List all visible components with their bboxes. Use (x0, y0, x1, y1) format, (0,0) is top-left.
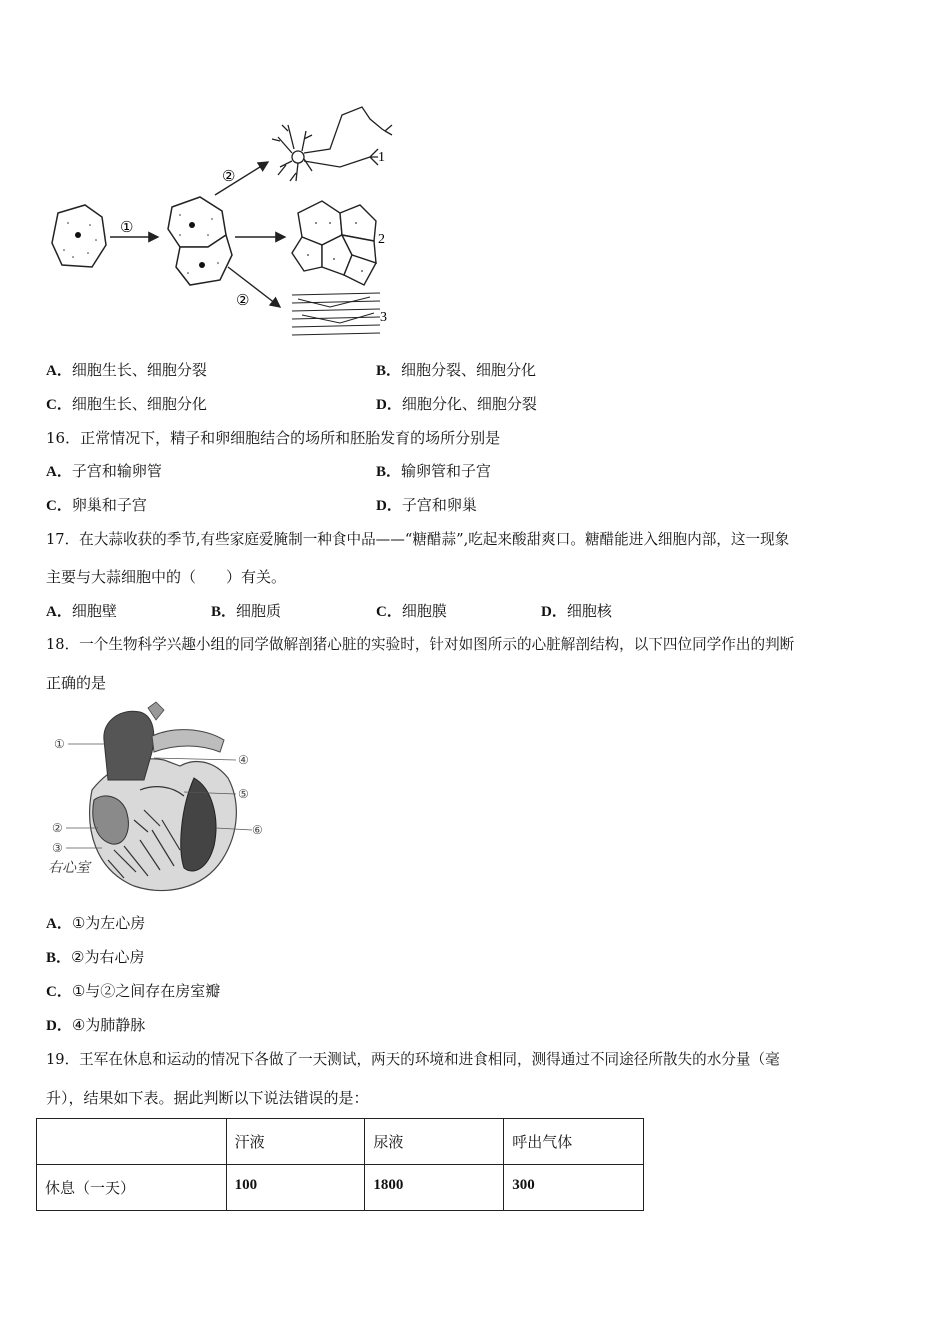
table-header-cell (37, 1119, 227, 1165)
table-cell: 1800 (365, 1165, 504, 1211)
divided-cell-top (168, 197, 226, 247)
table-header-row (37, 1119, 644, 1165)
q16-option-b: B．输卵管和子宫 (376, 462, 492, 480)
q17-option-a: A．细胞壁 (46, 602, 117, 620)
heart-label-4: ④ (238, 753, 249, 767)
step-label-2b: ② (236, 291, 250, 309)
q16-option-c: C．卵巢和子宫 (46, 496, 147, 514)
result-label-2: 2 (378, 232, 385, 247)
q17-stem-line2: 主要与大蒜细胞中的（ ）有关。 (46, 568, 287, 586)
heart-label-5: ⑤ (238, 787, 249, 801)
q19-stem-line2: 升），结果如下表。据此判断以下说法错误的是： (46, 1089, 369, 1107)
q19-stem-line1: 19．王军在休息和运动的情况下各做了一天测试，两天的环境和进食相同，测得通过不同途径所散失的水分量（毫 (46, 1051, 780, 1068)
q16-option-d: D．子宫和卵巢 (376, 496, 477, 514)
table-row (37, 1165, 644, 1211)
q15-option-a: A．细胞生长、细胞分裂 (46, 361, 207, 379)
table-header-cell: 呼出气体 (504, 1119, 644, 1165)
heart-label-1: ① (54, 737, 65, 751)
q18-option-d: D．④为肺静脉 (46, 1016, 146, 1034)
heart-label-6: ⑥ (252, 823, 263, 837)
table-cell: 100 (226, 1165, 365, 1211)
q17-option-b: B．细胞质 (211, 602, 282, 620)
table-header-cell: 尿液 (365, 1119, 504, 1165)
q17-option-c: C．细胞膜 (376, 602, 447, 620)
step-label-1: ① (120, 218, 134, 236)
table-cell: 300 (504, 1165, 644, 1211)
tissue-cluster (292, 201, 376, 285)
heart-caption-right-ventricle: 右心室 (48, 860, 90, 876)
cell-process-diagram (40, 95, 400, 355)
neuron-cell (272, 107, 392, 181)
q15-option-c: C．细胞生长、细胞分化 (46, 395, 207, 413)
q18-stem-line1: 18．一个生物科学兴趣小组的同学做解剖猪心脏的实验时，针对如图所示的心脏解剖结构，以下四位同学作出的判断 (46, 636, 795, 653)
muscle-fibers (292, 293, 380, 335)
water-loss-table (36, 1118, 644, 1211)
q18-option-c: C．①与②之间存在房室瓣 (46, 982, 221, 1000)
q15-option-b: B．细胞分裂、细胞分化 (376, 361, 537, 379)
aorta (104, 711, 154, 780)
q16-stem: 16．正常情况下，精子和卵细胞结合的场所和胚胎发育的场所分别是 (46, 429, 501, 447)
q17-option-d: D．细胞核 (541, 602, 612, 620)
heart-label-3: ③ (52, 841, 63, 855)
q18-stem-line2: 正确的是 (46, 674, 107, 692)
q18-option-b: B．②为右心房 (46, 948, 145, 966)
q17-stem-line1: 17．在大蒜收获的季节,有些家庭爱腌制一种食中品——“糖醋蒜”,吃起来酸甜爽口。糖醋能进入细胞内部，这一现象 (46, 531, 790, 548)
result-label-3: 3 (380, 310, 387, 325)
step-label-2a: ② (222, 167, 236, 185)
heart-diagram (44, 700, 274, 900)
heart-label-2: ② (52, 821, 63, 835)
q15-option-d: D．细胞分化、细胞分裂 (376, 395, 537, 413)
q18-option-a: A．①为左心房 (46, 914, 146, 932)
q16-option-a: A．子宫和输卵管 (46, 462, 162, 480)
result-label-1: 1 (378, 150, 385, 165)
table-header-cell: 汗液 (226, 1119, 365, 1165)
table-cell: 休息（一天） (37, 1165, 227, 1211)
